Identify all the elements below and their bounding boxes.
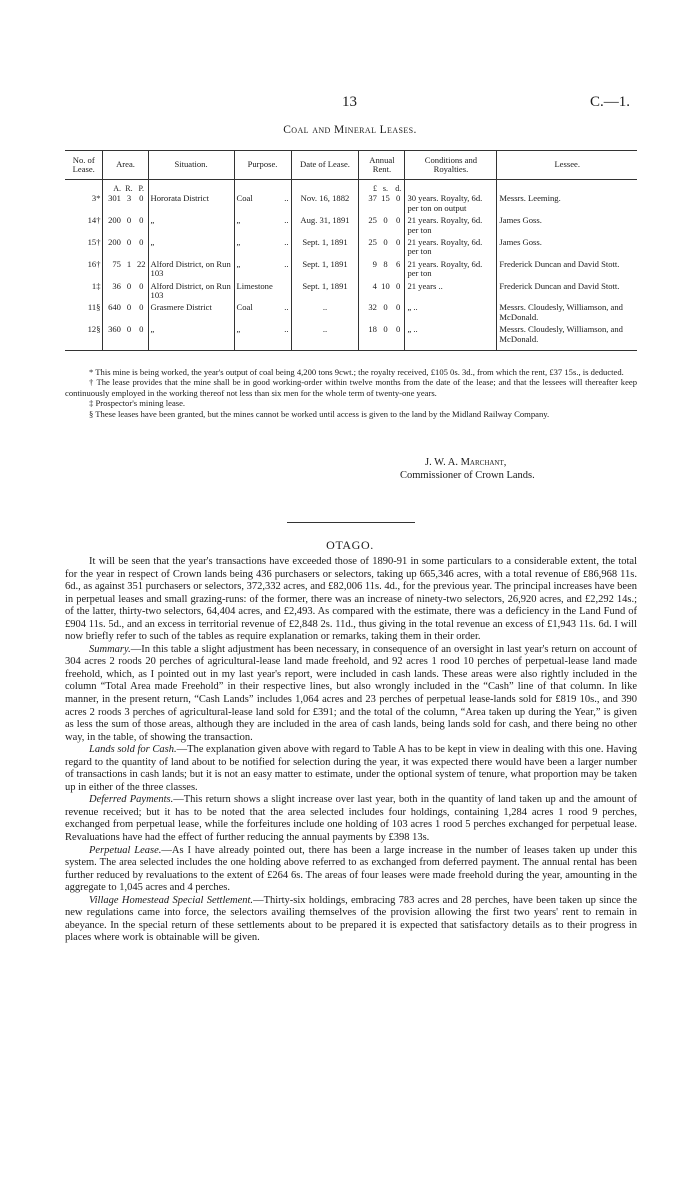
rent-shillings: 0 (383, 215, 388, 226)
leader-dots: .. (284, 302, 289, 313)
rent-shillings: 10 (381, 280, 390, 291)
lease-number: 15† (65, 237, 103, 259)
section-divider (287, 522, 415, 523)
paragraph: Lands sold for Cash.—The explanation given above with regard to Table A has to be kept in view in dealing with this one. Having regard to the quantity of land about to be notified for selection during the year, it was expected there would have been a larger number of transactions in cash lands; but it is not an easy matter to estimate, under the optional system of tenure, what proportion may be taken up in either of the three classes. (65, 744, 637, 793)
rent-pounds: 9 (372, 258, 377, 269)
table-header-row (65, 151, 637, 180)
rent-pence: 0 (392, 193, 405, 215)
rent-pence: 0 (392, 237, 405, 259)
situation: „ (148, 324, 234, 350)
paragraph: Summary.—In this table a slight adjustment has been necessary, in consequence of an oversight in last year's return on account of 304 acres 2 roods 20 perches of agricultural-lease land made freehold, and 92 acres 1 rood 10 perches of perpetual-lease land made freehold, which, as I pointed out in my last year's report, were included in cash lands. These areas were also rightly included in the column “Total Area made Freehold” in their respective lines, but also wrongly included in the “Cash” line of that column. In like manner, in the present return, “Cash Lands” includes 1,064 acres and 23 perches of perpetual lease-lands sold for £819 10s., and 390 acres 2 roods 3 perches of agricultural-lease land sold for £391; and the total of the column, “Area taken up during the Year,” is given as less the sum of those areas, although they are included in the area of cash lands, being lands sold for cash, and there being no other way, in the table, of showing the transaction. (65, 643, 637, 743)
footnote: † The lease provides that the mine shall be in good working-order within twelve months from the date of the lease; and that the lessees will thereafter keep continuously employed in the working thereof not less than six men for the whole term of twenty-one years. (65, 377, 637, 398)
rent-shillings: 0 (379, 324, 392, 350)
table-row (65, 193, 637, 215)
rent-pounds: 4 (372, 280, 377, 291)
area-acres: 36 (112, 280, 121, 291)
leader-dots: .. (284, 215, 289, 226)
situation: „ (148, 237, 234, 259)
leases-table (65, 150, 637, 351)
purpose: Coal .. (234, 193, 291, 215)
signatory-title: Commissioner of Crown Lands. (400, 470, 535, 481)
area-perches: 0 (135, 324, 148, 350)
col-header-no: No. of Lease. (65, 151, 103, 180)
conditions: 21 years. Royalty, 6d. per ton (405, 215, 497, 237)
table-title: Coal and Mineral Leases. (283, 124, 417, 136)
paragraph: It will be seen that the year's transactions have exceeded those of 1890-91 in some particulars to a considerable extent, the total for the year in respect of Crown lands being 436 purchasers or selectors, taking up 665,346 acres, with a total revenue of £86,968 11s. 6d., as against 351 purchasers or selectors, 372,332 acres, and £82,006 11s. 4d., for the previous year. The principal increases have been in perpetual leases and small grazing-runs: of the former, there was an increase of ninety-two selectors, 26,920 acres, and £2,292 14s.; of the latter, thirty-two selectors, 64,404 acres, and £2,493. As compared with the estimate, there was a deficiency in the Land Fund of £904 11s. 5d., and an excess in territorial revenue of £2,848 2s. 11d., thus giving in the total revenue an excess of £1,943 11s. 6d. I will now briefly refer to such of the tables as require explanation or remarks, taking them in their order. (65, 556, 637, 643)
area-perches: 0 (135, 193, 148, 215)
unit-pence: d. (392, 180, 405, 194)
area-acres: 301 (108, 193, 121, 204)
situation: Alford District, on Run 103 (148, 259, 234, 281)
lease-date: .. (291, 324, 359, 350)
area-acres: 200 (108, 237, 121, 248)
situation: Grasmere District (148, 302, 234, 324)
purpose: „ .. (234, 259, 291, 281)
rent-pounds: 32 (368, 302, 377, 313)
area-perches: 0 (135, 281, 148, 303)
col-header-purpose: Purpose. (234, 151, 291, 180)
col-header-area: Area. (103, 151, 148, 180)
col-header-date: Date of Lease. (291, 151, 359, 180)
footnote: § These leases have been granted, but the mines cannot be worked until access is given to the land by the Midland Railway Company. (89, 408, 550, 419)
conditions: 21 years. Royalty, 6d. per ton (405, 237, 497, 259)
rent-shillings: 8 (383, 258, 388, 269)
rent-pounds: 25 (368, 237, 377, 248)
table-row (65, 281, 637, 303)
rent-pence: 0 (392, 324, 405, 350)
footnote: * This mine is being worked, the year's output of coal being 4,200 tons 9cwt.; the royalty received, £105 0s. 3d., from which the rent, £37 15s., is deducted. (89, 367, 624, 377)
footnotes (65, 367, 637, 419)
lessee: Frederick Duncan and David Stott. (499, 258, 620, 269)
area-perches: 0 (135, 215, 148, 237)
purpose: „ .. (234, 237, 291, 259)
lease-number: 3* (65, 193, 103, 215)
section-title: OTAGO. (326, 538, 374, 552)
lessee: Messrs. Leeming. (499, 193, 561, 204)
unit-pounds: £ (372, 184, 377, 193)
col-header-rent: Annual Rent. (359, 151, 405, 180)
situation: Alford District, on Run 103 (148, 281, 234, 303)
paragraph-heading: Summary. (89, 643, 131, 655)
signatory-name: J. W. A. Marchant, (425, 457, 507, 468)
leader-dots: .. (284, 324, 289, 335)
page-header (0, 94, 700, 114)
conditions: „ .. (405, 324, 497, 350)
lease-number: 14† (65, 215, 103, 237)
table-row (65, 302, 637, 324)
rent-shillings: 15 (381, 193, 390, 204)
table-row (65, 215, 637, 237)
col-header-lessee: Lessee. (497, 151, 637, 180)
conditions: 21 years. Royalty, 6d. per ton (405, 259, 497, 281)
situation: Hororata District (148, 193, 234, 215)
paragraph-heading: Lands sold for Cash. (89, 744, 177, 756)
document-reference: C.—1. (590, 94, 631, 110)
leader-dots: .. (284, 258, 289, 269)
rent-pence: 6 (392, 259, 405, 281)
col-header-situation: Situation. (148, 151, 234, 180)
area-perches: 0 (135, 302, 148, 324)
paragraph-heading: Deferred Payments. (89, 794, 174, 806)
lease-number: 1‡ (65, 281, 103, 303)
rent-shillings: 0 (383, 302, 388, 313)
rent-pence: 0 (392, 215, 405, 237)
leader-dots: .. (284, 237, 289, 248)
area-acres: 75 (112, 258, 121, 269)
lessee: James Goss. (499, 215, 542, 226)
unit-perches: P. (135, 180, 148, 194)
rent-pence: 0 (392, 302, 405, 324)
area-acres: 360 (103, 324, 123, 350)
area-roods: 0 (126, 215, 132, 226)
purpose: Limestone (234, 281, 291, 303)
lease-date: Nov. 16, 1882 (291, 193, 359, 215)
area-roods: 1 (126, 258, 132, 269)
lease-date: Aug. 31, 1891 (291, 215, 359, 237)
area-acres: 640 (108, 302, 121, 313)
unit-roods: R. (125, 184, 133, 193)
area-roods: 0 (126, 302, 132, 313)
lease-number: 16† (65, 259, 103, 281)
unit-shillings: s. (382, 184, 389, 193)
paragraph-heading: Perpetual Lease. (89, 844, 162, 856)
lessee: Frederick Duncan and David Stott. (499, 280, 620, 291)
units-row (65, 180, 637, 194)
page-number: 13 (342, 94, 357, 110)
area-perches: 0 (135, 237, 148, 259)
lessee: Messrs. Cloudesly, Williamson, and McDonald. (499, 302, 623, 322)
conditions: 30 years. Royalty, 6d. per ton on output (405, 193, 497, 215)
area-acres: 200 (108, 215, 121, 226)
area-roods: 3 (126, 193, 132, 204)
rent-shillings: 0 (383, 237, 388, 248)
rent-pounds: 18 (359, 324, 379, 350)
col-header-conditions: Conditions and Royalties. (405, 151, 497, 180)
conditions: 21 years .. (405, 281, 497, 303)
paragraph: Deferred Payments.—This return shows a slight increase over last year, both in the quantity of land taken up and the amount of revenue received; but it has to be noted that the area selected includes four holdings, containing 1,284 acres 1 rood 9 perches, exchanged from perpetual lease, while the forfeitures include one holding of 103 acres 1 rood 5 perches exchanged for perpetual lease. Revaluations have had the effect of further reducing the annual payments by £398 13s. (65, 794, 637, 844)
rent-pounds: 37 (368, 193, 377, 204)
lease-number: 12§ (65, 324, 103, 350)
paragraph: Village Homestead Special Settlement.—Thirty-six holdings, embracing 783 acres and 28 perches, have been taken up since the new regulations came into force, the selectors availing themselves of the provision allowing the first two years' rent to remain in abeyance. In the special return of these settlements about to be prepared it is expected that satisfactory details as to their progress in places where work is obtainable will be given. (65, 894, 637, 944)
rent-pence: 0 (392, 281, 405, 303)
conditions: „ .. (405, 302, 497, 324)
lessee: Messrs. Cloudesly, Williamson, and McDonald. (497, 324, 637, 350)
report-body (65, 556, 637, 945)
lease-number: 11§ (65, 302, 103, 324)
rent-pounds: 25 (368, 215, 377, 226)
area-roods: 0 (126, 280, 132, 291)
area-roods: 0 (123, 324, 135, 350)
lease-date: .. (291, 302, 359, 324)
situation: „ (148, 215, 234, 237)
table-row (65, 324, 637, 350)
unit-acres: A. (113, 184, 121, 193)
signature-block (400, 456, 640, 482)
purpose: Coal .. (234, 302, 291, 324)
paragraph: Perpetual Lease.—As I have already pointed out, there has been a large increase in the number of leases taken up under this system. The area selected includes the one holding above referred to as exchanged from deferred payment. The annual rental has been further reduced by revaluations to the extent of £264 6s. The areas of four leases were made freehold during the year, amounting in the aggregate to 1,045 acres and 4 perches. (65, 844, 637, 894)
area-roods: 0 (126, 237, 132, 248)
lease-date: Sept. 1, 1891 (291, 237, 359, 259)
area-perches: 22 (135, 259, 148, 281)
leader-dots: .. (284, 193, 289, 204)
footnote: ‡ Prospector's mining lease. (89, 398, 186, 409)
table-row (65, 237, 637, 259)
lease-date: Sept. 1, 1891 (291, 259, 359, 281)
table-row (65, 259, 637, 281)
purpose: „ .. (234, 215, 291, 237)
lessee: James Goss. (499, 237, 542, 248)
purpose: „ .. (234, 324, 291, 350)
paragraph-heading: Village Homestead Special Settlement. (89, 894, 254, 906)
lease-date: Sept. 1, 1891 (291, 281, 359, 303)
